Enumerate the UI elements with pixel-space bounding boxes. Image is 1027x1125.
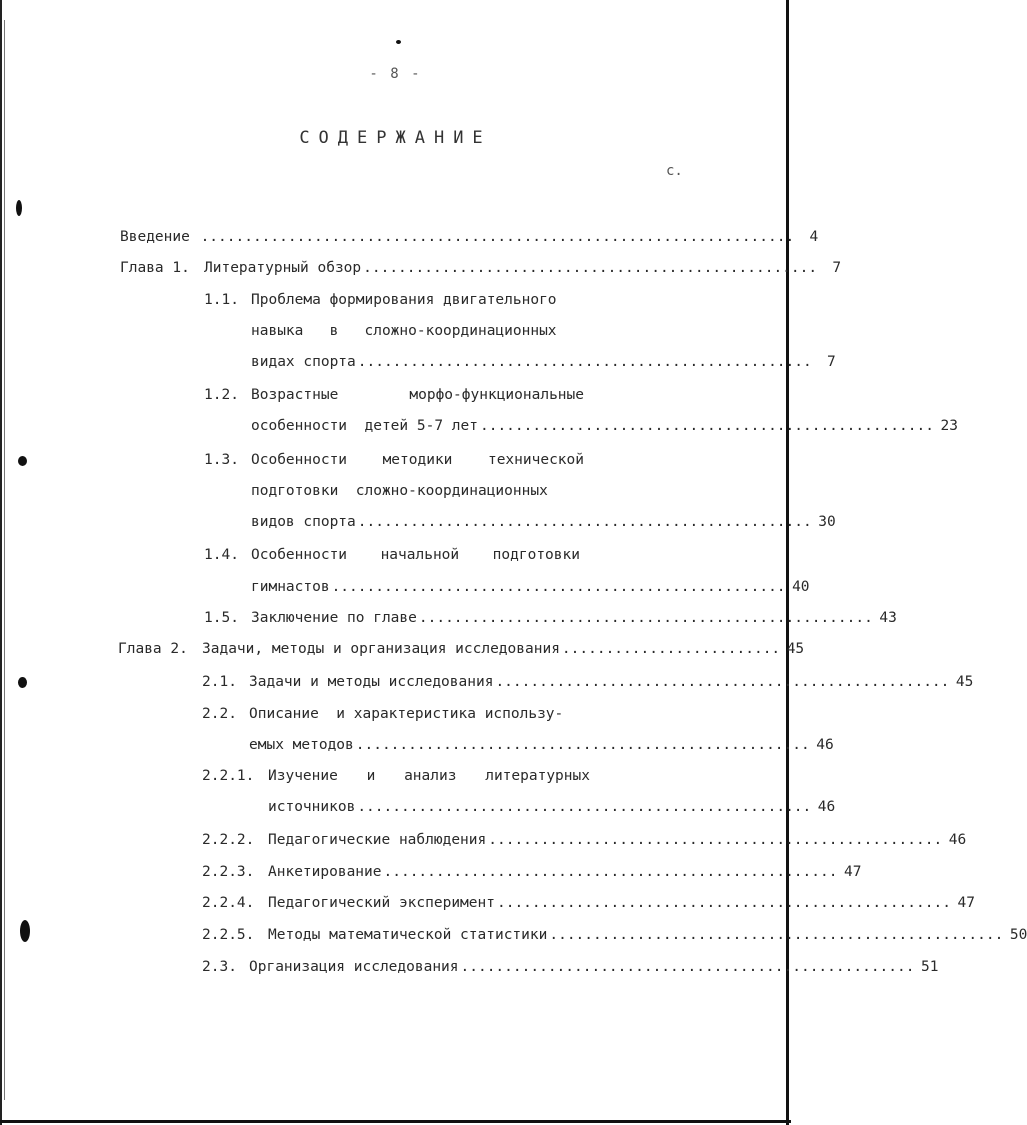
toc-entry-number: 2.2.1. [202,768,255,784]
toc-entry-title: Организация исследования [249,959,459,975]
toc-entry-title-word: Изучение [268,768,338,784]
toc-entry-1-1-continued [251,321,584,341]
toc-entry-2-2-1 [202,766,590,786]
toc-entry-page: 46 [948,832,967,848]
toc-entry-number: 1.5. [204,610,239,626]
toc-entry-title-word: подготовки [492,547,580,563]
toc-entry-number: Глава 2. [118,641,188,657]
toc-entry-2-1 [202,672,974,692]
toc-entry-number: 1.2. [204,387,239,403]
toc-entry-number: 1.1. [204,292,239,308]
toc-entry-1-4-last-line [251,577,810,597]
toc-entry-page: 45 [786,641,805,657]
toc-entry-title-line: видах спорта [251,354,356,370]
toc-entry-title-word: Особенности [251,452,348,468]
toc-entry-title-line: гимнастов [251,579,330,595]
toc-entry-page: 30 [818,514,836,530]
page-number: - 8 - [369,66,422,82]
toc-entry-2-2-2 [202,830,967,850]
toc-entry-title-line: Проблема формирования двигательного [251,292,557,308]
toc-entry-title-word: технической [487,452,584,468]
toc-entry-1-4 [204,545,580,565]
toc-entry-title: Педагогический эксперимент [268,895,495,911]
toc-leader-dots: .................................................... [479,418,934,434]
toc-leader-dots: .................................................... [383,864,838,880]
toc-leader-dots: .................................................... [495,674,950,690]
toc-entry-number: Глава 1. [120,260,190,276]
toc-entry-page: 45 [955,674,974,690]
toc-leader-dots: .................................................... [357,354,812,370]
toc-entry-number: 2.1. [202,674,237,690]
toc-entry-page: 7 [826,354,836,370]
toc-entry-number: 2.2.5. [202,927,255,943]
toc-entry-2-2-1-last-line [268,797,836,817]
toc-leader-dots: .................................................... [496,895,951,911]
toc-entry-chapter-1 [120,258,842,278]
toc-entry-page: 23 [940,418,958,434]
toc-entry-1-1-last-line [251,352,836,372]
toc-entry-1-3 [204,450,584,470]
toc-entry-title: Педагогические наблюдения [268,832,487,848]
toc-entry-page: 43 [879,610,897,626]
toc-entry-page: 50 [1009,927,1027,943]
toc-entry-title-line: навыка в сложно-координационных [251,323,557,339]
toc-entry-number: 2.2.3. [202,864,255,880]
toc-entry-title: Методы математической статистики [268,927,548,943]
toc-entry-1-2-last-line [251,416,958,436]
toc-entry-title-line: подготовки сложно-координационных [251,483,548,499]
toc-entry-2-2-last-line [249,735,834,755]
toc-entry-number: 1.3. [204,452,239,468]
toc-leader-dots: .................................................................... [191,229,795,245]
toc-entry-title-line: Описание и характеристика использу- [249,706,564,722]
toc-entry-title: Задачи и методы исследования [249,674,494,690]
toc-leader-dots: .................................................... [363,260,818,276]
toc-entry-number: 1.4. [204,547,239,563]
toc-entry-2-2-3 [202,862,862,882]
toc-entry-page: 4 [809,229,819,245]
toc-entry-chapter-2 [118,639,805,659]
toc-leader-dots: .................................................... [418,610,873,626]
toc-entry-title-word: начальной [380,547,460,563]
toc-entry-page: 47 [957,895,975,911]
toc-leader-dots: ......................... [561,641,781,657]
toc-entry-title-word: литературных [485,768,590,784]
toc-entry-title-line: видов спорта [251,514,356,530]
toc-entry-page: 46 [816,737,834,753]
toc-entry-number: 2.3. [202,959,237,975]
toc-entry-title: Анкетирование [268,864,382,880]
toc-leader-dots: .................................................... [357,514,812,530]
toc-entry-title-word: Возрастные [251,387,339,403]
toc-entry-title-word: и [366,768,376,784]
toc-entry-number: 2.2.4. [202,895,255,911]
toc-entry-2-2 [202,704,594,724]
toc-entry-2-2-4 [202,893,975,913]
toc-entry-title-word: морфо-функциональные [409,387,584,403]
toc-leader-dots: .................................................... [357,799,812,815]
toc-entry-title: Литературный обзор [204,260,362,276]
toc-entry-1-1 [204,290,584,310]
toc-entry-1-3-last-line [251,512,836,532]
toc-entry-1-3-continued [251,481,584,501]
toc-entry-introduction [120,227,819,247]
toc-entry-title: Задачи, методы и организация исследования [202,641,560,657]
toc-entry-2-2-5 [202,925,1027,945]
toc-leader-dots: .................................................... [355,737,810,753]
page-title: СОДЕРЖАНИЕ [299,128,492,148]
toc-entry-title-line: особенности детей 5-7 лет [251,418,478,434]
toc-leader-dots: .................................................... [460,959,915,975]
toc-entry-page: 40 [792,579,810,595]
toc-entry-page: 7 [832,260,842,276]
toc-entry-page: 46 [817,799,836,815]
toc-entry-title-word: анализ [404,768,457,784]
toc-entry-title-word: методики [382,452,453,468]
toc-entry-page: 51 [921,959,939,975]
toc-leader-dots: .................................................... [488,832,943,848]
toc-entry-title: Введение [120,229,190,245]
toc-entry-number: 2.2. [202,706,237,722]
toc-entry-title: Заключение по главе [251,610,417,626]
toc-entry-1-5 [204,608,897,628]
toc-entry-2-3 [202,957,939,977]
toc-entry-title-line: источников [268,799,356,815]
toc-entry-page: 47 [843,864,862,880]
toc-entry-title-line: емых методов [249,737,354,753]
toc-entry-title-word: Особенности [251,547,348,563]
page-column-label: с. [666,163,683,179]
toc-leader-dots: .................................................... [549,927,1004,943]
toc-leader-dots: .................................................... [331,579,786,595]
toc-entry-number: 2.2.2. [202,832,255,848]
toc-entry-1-2 [204,385,584,405]
